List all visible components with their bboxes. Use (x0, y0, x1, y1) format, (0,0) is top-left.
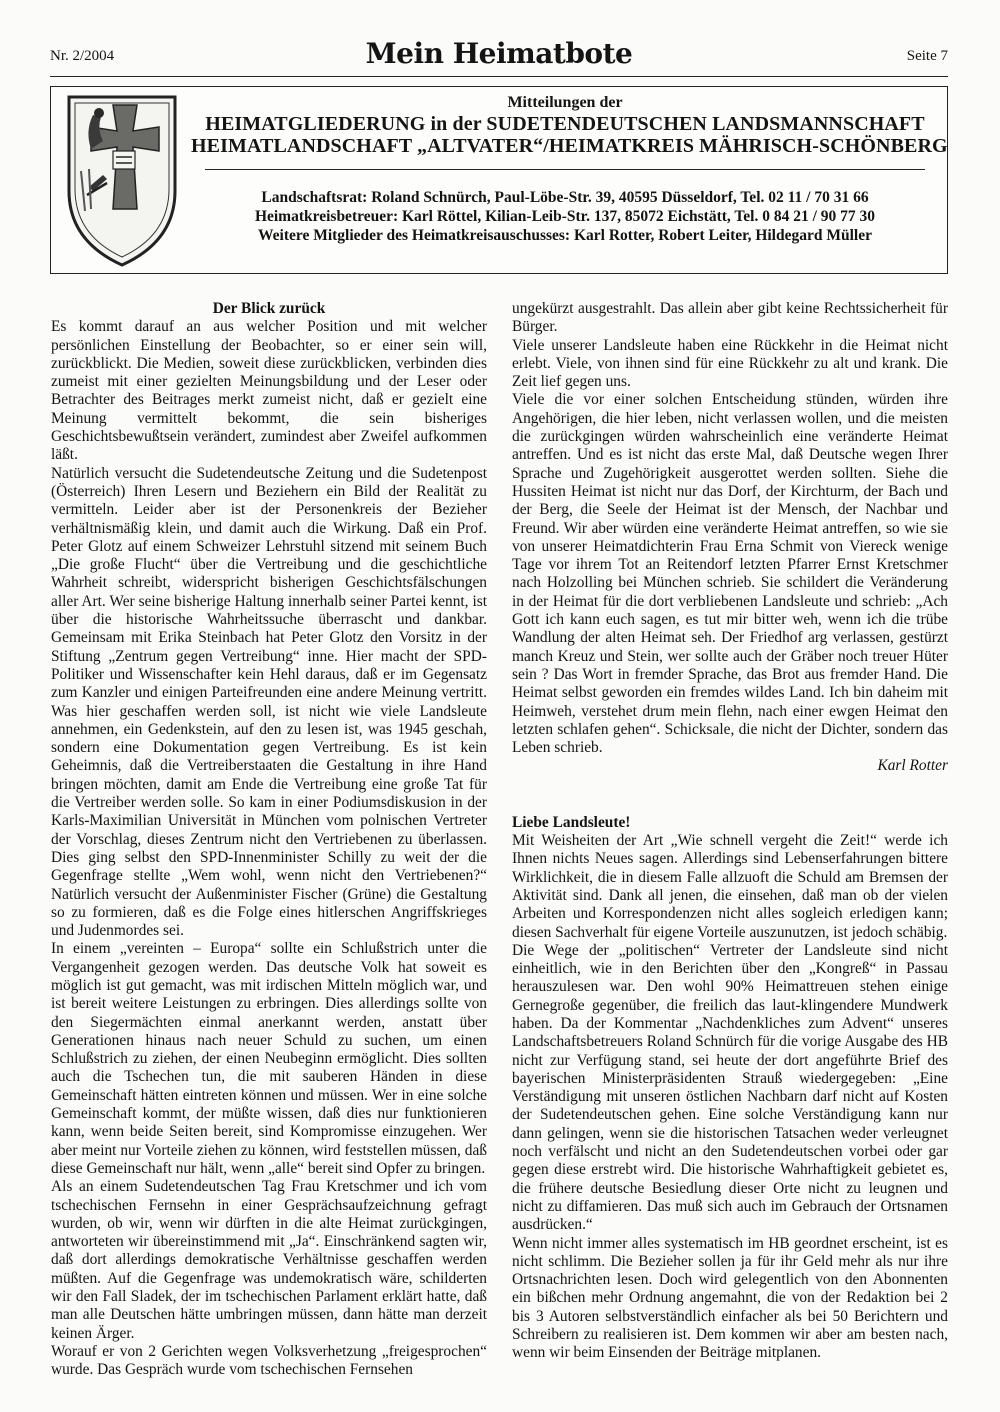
header-title-line-2: HEIMATLANDSCHAFT „ALTVATER“/HEIMATKREIS MÄHRISCH-SCHÖNBERG (191, 135, 948, 157)
contact-landschaftsrat: Landschaftsrat: Roland Schnürch, Paul-Löbe-Str. 39, 40595 Düsseldorf, Tel. 02 11 / 70 31 66 (261, 189, 869, 206)
right-column (512, 300, 948, 1363)
page-number: Seite 7 (906, 48, 948, 64)
contact-weitere-mitglieder: Weitere Mitglieder des Heimatkreisauschusses: Karl Rotter, Robert Leiter, Hildegard Müller (257, 227, 872, 244)
header-divider (205, 169, 925, 170)
article-paragraph: Viele die vor einer solchen Entscheidung stünden, würden ihre Angehörigen, die hier leben, nicht verlassen wollen, und die meisten die zurückgingen würden wahrscheinlich eine veränderte Heimat antreffen. Und es ist nicht das erste Mal, daß Deutsche wegen Ihrer Sprache und Zugehörigkeit ausgerottet werden sollten. Siehe die Hussiten Heimat ist nicht nur das Dorf, der Kirchturm, der Bach und der Berg, die Seele der Heimat ist der Mensch, der Nachbar und Freund. Wir aber würden eine veränderte Heimat antreffen, so wie sie von unserer Heimatdichterin Frau Erna Schmit von Viereck wenige Tage vor ihrem Tot an Reitendorf letzten Pfarrer Ernst Kretschmer nach Holzolling bei München schrieb. Sie schildert die Veränderung in der Heimat für die dort verbliebenen Landsleute und schrieb: „Ach Gott ich kann euch sagen, es tut mir bitter weh, wenn ich die trübe Wandlung der alten Heimat seh. Der Friedhof arg verlassen, gestürzt manch Kreuz und Stein, wer sollte auch der Gräber noch treuer Hüter sein ? Das Wort in fremder Sprache, das Brot aus fremder Hand. Die Heimat selbst geworden ein fremdes wildes Land. Ich bin daheim mit Heimweh, verstehet drum mein flehn, nach einer ewgen Heimat den letzten schlafen gehen“. Schicksale, die nicht der Dichter, sondern das Leben schrieb. (512, 391, 948, 757)
page-header (50, 37, 948, 74)
coat-of-arms-icon (63, 91, 181, 269)
article-paragraph: Worauf er von 2 Gerichten wegen Volksverhetzung „freigesprochen“ wurde. Das Gespräch wurde vom tschechischen Fernsehen (51, 1342, 487, 1379)
article-paragraph: Als an einem Sudetendeutschen Tag Frau Kretschmer und ich vom tschechischen Fernsehn in einer Gesprächsaufzeichnung gefragt wurden, ob wir, wenn wir dürften in die alte Heimat zurückgingen, antworteten wir übereinstimmend mit „Ja“. Einschränkend sagten wir, daß dort allerdings demokratische Verhältnisse geschaffen werden müßten. Auf die Gegenfrage was undemokratisch wäre, schilderten wir den Fall Sladek, der im tschechischen Parlament erklärt hatte, daß man alle Deutschen hätte umbringen müssen, dann hätte man derzeit keinen Ärger. (51, 1178, 487, 1342)
header-rule (50, 76, 948, 77)
association-header-box (50, 86, 948, 274)
header-title-line-1: HEIMATGLIEDERUNG in der SUDETENDEUTSCHEN LANDSMANNSCHAFT (205, 113, 925, 135)
article-heading-der-blick-zurueck: Der Blick zurück (212, 300, 326, 317)
article-paragraph: ungekürzt ausgestrahlt. Das allein aber gibt keine Rechtssicherheit für Bürger. (512, 300, 948, 336)
contact-heimatkreisbetreuer: Heimatkreisbetreuer: Karl Röttel, Kilian-Leib-Str. 137, 85072 Eichstätt, Tel. 0 84 21 / 90 77 30 (254, 208, 876, 225)
article-paragraph: In einem „vereinten – Europa“ sollte ein Schlußstrich unter die Vergangenheit gezogen werden. Das deutsche Volk hat soweit es möglich ist gut gemacht, was mit irdischen Mitteln möglich war, und ist bereit weitere Leistungen zu erbringen. Dies allerdings sollte von den Siegermächten einmal anerkannt werden, anstatt über Generationen hinaus nach neuer Schuld zu suchen, um einen Schlußstrich zu ziehen, der einen Neubeginn ermöglicht. Dies sollten auch die Tschechen tun, die mit sauberen Händen in diese Gemeinschaft hätten eintreten können und müssen. Wer in eine solche Gemeinschaft kommt, der müßte wissen, daß dies nur funktionieren kann, wenn beide Seiten bereit, sind Kompromisse einzugehen. Wer aber meint nur Vorteile ziehen zu können, wird feststellen müssen, daß diese Gemeinschaft nur hält, wenn „alle“ bereit sind Opfer zu bringen. (51, 940, 487, 1177)
header-kicker: Mitteilungen der (507, 94, 623, 111)
article-paragraph: Die Wege der „politischen“ Vertreter der Landsleute sind nicht einheitlich, wie in den Berichten über den „Kongreß“ in Passau herauszulesen war. Den wohl 90% Heimattreuen stehen einige Gernegroße gegenüber, die freilich das laut-klingendere Mundwerk haben. Da der Kommentar „Nachdenkliches zum Advent“ unseres Landschaftsbetreuers Roland Schnürch für die vorige Ausgabe des HB nicht zur Verfügung stand, sei heute der dort angeführte Brief des bayerischen Ministerpräsidenten Strauß wiedergegeben: „Eine Verständigung mit unseren östlichen Nachbarn darf nicht auf Kosten der Sudetendeutschen gehen. Eine solche Verständigung kann nur dann gelingen, wenn sie die historischen Tatsachen weder verleugnet noch verfälscht und nicht an den Sudetendeutschen vorbei oder gar gegen diese erstrebt wird. Die historische Wahrhaftigkeit gebietet es, die frühere deutsche Besiedlung dieser Orte nicht zu leugnen und nicht zu diffamieren. Das muß sich auch im Gebrauch der Ortsnamen ausdrücken.“ (512, 941, 948, 1234)
article-paragraph: Viele unserer Landsleute haben eine Rückkehr in die Heimat nicht erlebt. Viele, von ihnen sind für eine Rückkehr zu alt und krank. Die Zeit lief gegen uns. (512, 336, 948, 391)
masthead-title: Mein Heimatbote (365, 37, 633, 70)
article-paragraph: Es kommt darauf an aus welcher Position und mit welcher persönlichen Einstellung der Beobachter, so er einer sein will, zurückblickt. Die Medien, soweit diese zurückblicken, verbinden dies zumeist mit einer gezielten Meinungsbildung und der Leser oder Betrachter des Beitrages merkt zumeist nicht, daß er gezielt eine Meinung vermittelt bekommt, die sein bisheriges Geschichtsbewußtsein verändert, zumindest aber Zweifel aufkommen läßt. (51, 318, 487, 464)
issue-number: Nr. 2/2004 (50, 48, 115, 64)
header-text (191, 93, 948, 245)
left-column (51, 300, 487, 1380)
article-paragraph: Wenn nicht immer alles systematisch im HB geordnet erscheint, ist es nicht schlimm. Die Bezieher sollen ja für ihr Geld mehr als nur ihre Ortsnachrichten lesen. Doch wird gelegentlich von den Abonnenten ein bißchen mehr Ordnung angemahnt, die von der Redaktion bei 2 bis 3 Autoren selbstverständlich einfacher als bei 50 Berichtern und Schreibern zu realisieren ist. Dem kommen wir aber am besten nach, wenn wir beim Einsenden der Beiträge mitplanen. (512, 1234, 948, 1362)
article-paragraph: Mit Weisheiten der Art „Wie schnell vergeht die Zeit!“ werde ich Ihnen nichts Neues sagen. Allerdings sind Lebenserfahrungen bittere Wirklichkeit, die in diesem Falle allzuoft die Schuld am Bremsen der Aktivität sind. Dank all jenen, die einsehen, daß man ob der vielen Arbeiten und Korrespondenzen nicht alles sogleich erledigen kann; diesen Sachverhalt für eigene Vorteile auszunutzen, ist jedoch schäbig. (512, 832, 948, 941)
article-paragraph: Natürlich versucht die Sudetendeutsche Zeitung und die Sudetenpost (Österreich) Ihren Lesern und Beziehern ein Bild der Realität zu vermitteln. Leider aber ist der Personenkreis der Bezieher verhältnismäßig klein, und damit auch die Wirkung. Daß ein Prof. Peter Glotz auf einem Schweizer Lehrstuhl sitzend mit seinem Buch „Die große Flucht“ über die Vertreibung und die geschichtliche Wahrheit schreibt, widerspricht bisherigen Geschichtsfälschungen aller Art. Wer seine bisherige Haltung innerhalb seiner Partei kennt, ist über die historische Wahrheitssuche überrascht und dankbar. Gemeinsam mit Erika Steinbach hat Peter Glotz den Vorsitz in der Stiftung „Zentrum gegen Vertreibung“ inne. Hier macht der SPD-Politiker und Wissenschafter kein Hehl daraus, daß er im Gegensatz zum Kanzler und einigen Parteifreunden eine andere Meinung vertritt. Was hier geschaffen werden soll, ist nicht wie viele Landsleute annehmen, ein Gedenkstein, auf den zu lesen ist, was 1945 geschah, sondern eine Dokumentation gegen Vertreibung. Es ist kein Geheimnis, daß die Vertreiberstaaten die Gestaltung in ihre Hand bringen möchten, damit am Ende die Vertreibung eine große Tat für die Vertreiber werden solle. So kam in einer Podiumsdiskusion in der Karls-Maximilian Universität in München vom polnischen Vertreter der Vorschlag, dieses Zentrum nicht den Vertriebenen zu überlassen. Dies ging selbst den SPD-Innenminister Schilly zu weit der die Gegenfrage stellte „Wem wohl, wenn nicht den Vertriebenen?“ Natürlich versucht der Außenminister Fischer (Grüne) die Gestaltung so zu formieren, daß es die Folge eines hitlerschen Angriffskrieges und Judenmordes sei. (51, 464, 487, 940)
article-heading-liebe-landsleute: Liebe Landsleute! (512, 813, 631, 831)
author-signature: Karl Rotter (877, 757, 948, 775)
